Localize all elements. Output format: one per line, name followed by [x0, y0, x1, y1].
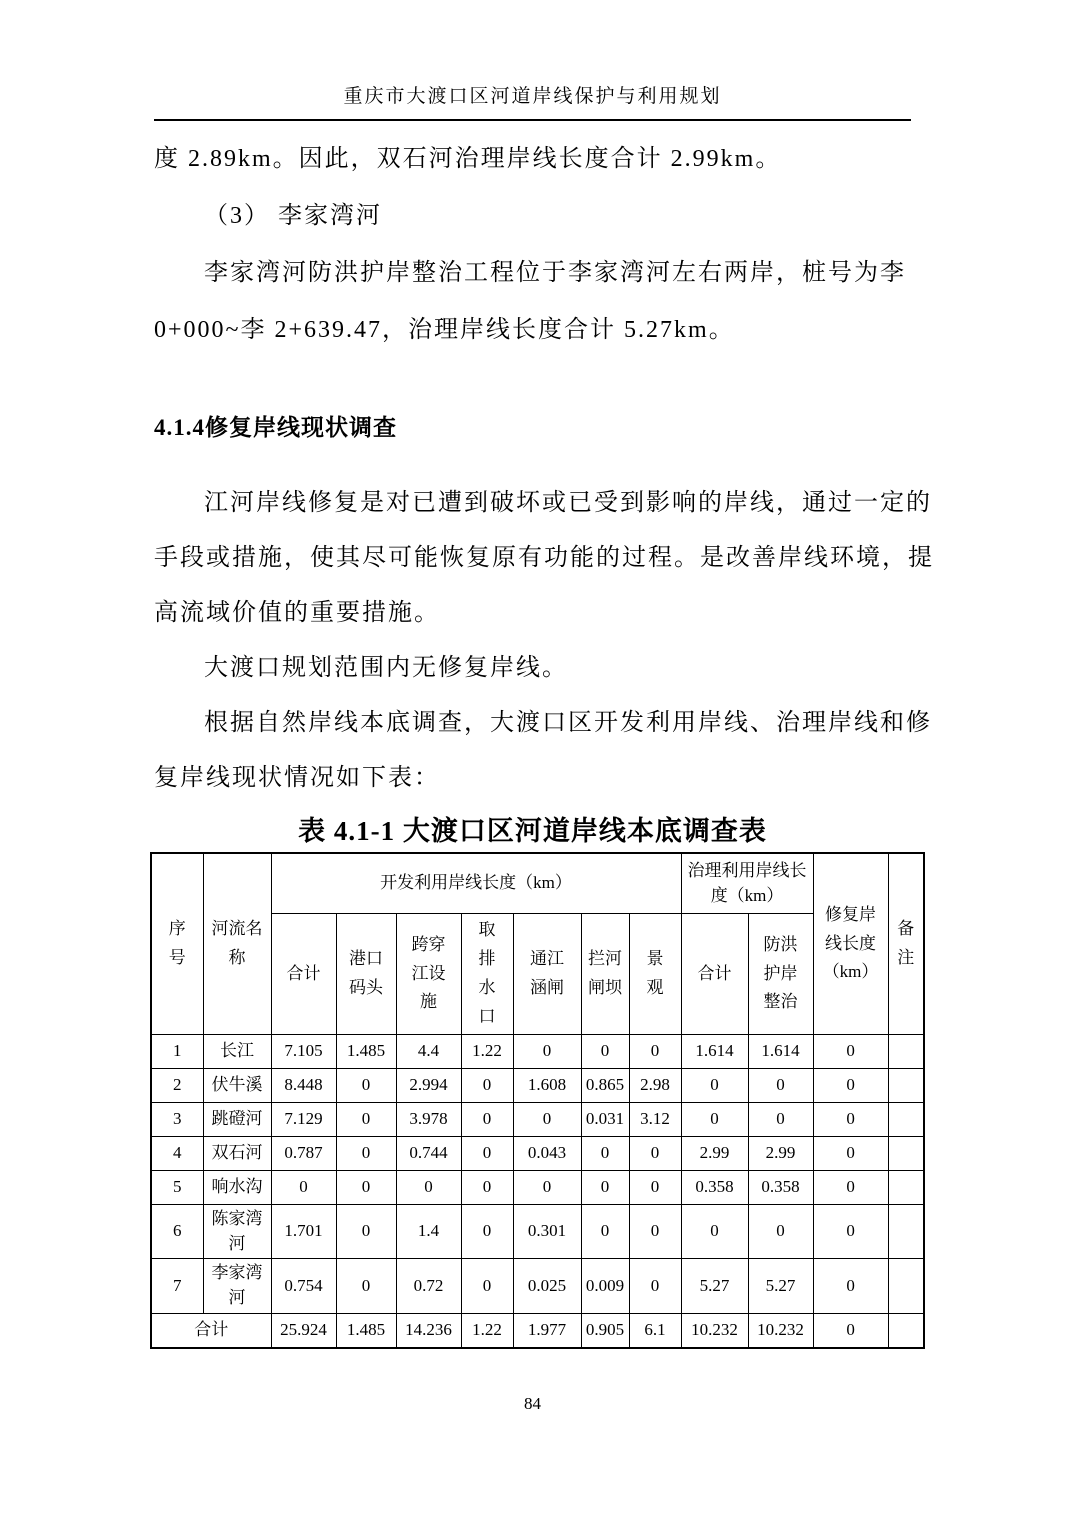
value-cell: 0 — [336, 1103, 396, 1137]
value-cell: 0 — [748, 1103, 813, 1137]
text-line: 根据自然岸线本底调查，大渡口区开发利用岸线、治理岸线和修 — [204, 710, 932, 736]
survey-table — [150, 852, 925, 1349]
text-line: 手段或措施，使其尽可能恢复原有功能的过程。是改善岸线环境，提 — [154, 545, 934, 571]
value-cell: 1.701 — [271, 1205, 336, 1259]
row-river-cell: 李家湾河 — [203, 1259, 271, 1313]
value-cell: 0.787 — [271, 1137, 336, 1171]
value-cell: 0 — [336, 1171, 396, 1205]
table-header-row-1 — [151, 853, 924, 914]
note-cell — [888, 1171, 924, 1205]
total-value-cell: 0.905 — [581, 1313, 629, 1348]
total-note-cell — [888, 1313, 924, 1348]
row-seq-cell: 4 — [151, 1137, 203, 1171]
table-total-row — [151, 1313, 924, 1348]
value-cell: 0.744 — [396, 1137, 461, 1171]
value-cell: 0 — [748, 1205, 813, 1259]
row-river-cell: 长江 — [203, 1035, 271, 1069]
th-dev-port-label: 港口码头 — [349, 949, 383, 997]
text-line: 度 2.89km。因此，双石河治理岸线长度合计 2.99km。 — [154, 146, 782, 172]
value-cell: 0.358 — [681, 1171, 748, 1205]
value-cell: 3.12 — [629, 1103, 681, 1137]
note-cell — [888, 1103, 924, 1137]
th-seq — [151, 853, 203, 1035]
th-gov-total: 合计 — [681, 914, 748, 1035]
value-cell: 0 — [813, 1259, 888, 1313]
total-value-cell: 1.22 — [461, 1313, 513, 1348]
row-seq-cell: 1 — [151, 1035, 203, 1069]
th-dev-crossing-label: 跨穿江设施 — [411, 934, 446, 1012]
table-row — [151, 1103, 924, 1137]
value-cell: 1.614 — [748, 1035, 813, 1069]
th-dev-landscape — [629, 914, 681, 1035]
th-dev-culvert-label: 通江涵闸 — [530, 949, 564, 997]
value-cell: 1.22 — [461, 1035, 513, 1069]
value-cell: 0 — [629, 1259, 681, 1313]
value-cell: 0 — [748, 1069, 813, 1103]
table-head — [151, 853, 924, 1035]
table-row — [151, 1259, 924, 1313]
row-seq-cell: 2 — [151, 1069, 203, 1103]
total-value-cell: 14.236 — [396, 1313, 461, 1348]
value-cell: 0 — [461, 1171, 513, 1205]
value-cell: 0 — [581, 1137, 629, 1171]
total-value-cell: 1.977 — [513, 1313, 581, 1348]
text-line: 0+000~李 2+639.47，治理岸线长度合计 5.27km。 — [154, 317, 735, 343]
note-cell — [888, 1069, 924, 1103]
th-dev-landscape-label: 景观 — [646, 949, 664, 997]
text-line: 复岸线现状情况如下表： — [154, 765, 440, 791]
section-paragraphs — [154, 476, 934, 806]
value-cell: 0 — [461, 1259, 513, 1313]
row-seq-cell: 7 — [151, 1259, 203, 1313]
th-group-governed: 治理利用岸线长度（km） — [681, 853, 813, 914]
value-cell: 0 — [629, 1205, 681, 1259]
total-value-cell: 6.1 — [629, 1313, 681, 1348]
paragraph — [154, 131, 911, 188]
running-header: 重庆市大渡口区河道岸线保护与利用规划 — [154, 84, 911, 121]
value-cell: 1.608 — [513, 1069, 581, 1103]
paragraph — [154, 641, 911, 696]
value-cell: 0 — [581, 1171, 629, 1205]
value-cell: 0 — [681, 1205, 748, 1259]
paragraph — [154, 245, 911, 359]
value-cell: 0 — [461, 1137, 513, 1171]
value-cell: 0 — [513, 1035, 581, 1069]
value-cell: 0.043 — [513, 1137, 581, 1171]
row-seq-cell: 6 — [151, 1205, 203, 1259]
total-value-cell: 25.924 — [271, 1313, 336, 1348]
page-content — [154, 84, 934, 1349]
text-line: 高流域价值的重要措施。 — [154, 600, 440, 626]
total-value-cell: 10.232 — [748, 1313, 813, 1348]
th-gov-flood — [748, 914, 813, 1035]
th-dev-culvert — [513, 914, 581, 1035]
row-seq-cell: 3 — [151, 1103, 203, 1137]
intro-paragraphs — [154, 131, 911, 359]
value-cell: 4.4 — [396, 1035, 461, 1069]
table-title: 表 4.1-1 大渡口区河道岸线本底调查表 — [298, 816, 767, 846]
row-river-cell: 伏牛溪 — [203, 1069, 271, 1103]
th-seq-label: 序号 — [168, 919, 186, 967]
value-cell: 0 — [461, 1103, 513, 1137]
value-cell: 0.009 — [581, 1259, 629, 1313]
paragraph — [154, 188, 911, 245]
note-cell — [888, 1137, 924, 1171]
value-cell: 0 — [813, 1171, 888, 1205]
value-cell: 0 — [271, 1171, 336, 1205]
value-cell: 0.865 — [581, 1069, 629, 1103]
value-cell: 0 — [461, 1069, 513, 1103]
table-row — [151, 1035, 924, 1069]
th-note — [888, 853, 924, 1035]
value-cell: 0 — [813, 1137, 888, 1171]
value-cell: 0 — [813, 1205, 888, 1259]
value-cell: 0 — [813, 1035, 888, 1069]
value-cell: 0.301 — [513, 1205, 581, 1259]
value-cell: 1.4 — [396, 1205, 461, 1259]
table-row — [151, 1137, 924, 1171]
th-gov-flood-label: 防洪护岸整治 — [763, 934, 798, 1012]
total-value-cell: 10.232 — [681, 1313, 748, 1348]
value-cell: 0 — [681, 1069, 748, 1103]
value-cell: 0 — [396, 1171, 461, 1205]
row-river-cell: 跳磴河 — [203, 1103, 271, 1137]
value-cell: 0 — [336, 1205, 396, 1259]
total-value-cell: 0 — [813, 1313, 888, 1348]
th-dev-intake — [461, 914, 513, 1035]
note-cell — [888, 1259, 924, 1313]
table-row — [151, 1205, 924, 1259]
table-row — [151, 1171, 924, 1205]
text-line: 李家湾河防洪护岸整治工程位于李家湾河左右两岸，桩号为李 — [204, 260, 906, 286]
row-river-cell: 陈家湾河 — [203, 1205, 271, 1259]
value-cell: 0 — [581, 1035, 629, 1069]
paragraph — [154, 696, 932, 806]
th-repair — [813, 853, 888, 1035]
value-cell: 0 — [581, 1205, 629, 1259]
row-seq-cell: 5 — [151, 1171, 203, 1205]
section-heading: 4.1.4修复岸线现状调查 — [154, 415, 397, 440]
value-cell: 0 — [336, 1137, 396, 1171]
value-cell: 0 — [513, 1171, 581, 1205]
value-cell: 0 — [629, 1035, 681, 1069]
table-row — [151, 1069, 924, 1103]
row-river-cell: 双石河 — [203, 1137, 271, 1171]
value-cell: 7.129 — [271, 1103, 336, 1137]
th-river-label: 河流名称 — [211, 919, 263, 967]
value-cell: 0.754 — [271, 1259, 336, 1313]
th-dev-total: 合计 — [271, 914, 336, 1035]
table-body — [151, 1035, 924, 1348]
paragraph — [154, 476, 934, 641]
th-repair-label: 修复岸线长度（km） — [822, 904, 879, 982]
value-cell: 0.358 — [748, 1171, 813, 1205]
value-cell: 7.105 — [271, 1035, 336, 1069]
value-cell: 5.27 — [681, 1259, 748, 1313]
value-cell: 2.98 — [629, 1069, 681, 1103]
total-value-cell: 1.485 — [336, 1313, 396, 1348]
th-dev-weir-label: 拦河闸坝 — [588, 949, 622, 997]
value-cell: 0 — [629, 1137, 681, 1171]
text-line: （3） 李家湾河 — [204, 203, 382, 229]
text-line: 江河岸线修复是对已遭到破坏或已受到影响的岸线，通过一定的 — [204, 490, 932, 516]
text-line: 大渡口规划范围内无修复岸线。 — [204, 655, 568, 681]
value-cell: 1.485 — [336, 1035, 396, 1069]
value-cell: 0 — [629, 1171, 681, 1205]
page-number: 84 — [524, 1394, 541, 1413]
value-cell: 0.72 — [396, 1259, 461, 1313]
th-note-label: 备注 — [897, 919, 915, 967]
value-cell: 3.978 — [396, 1103, 461, 1137]
value-cell: 2.99 — [748, 1137, 813, 1171]
value-cell: 5.27 — [748, 1259, 813, 1313]
th-river — [203, 853, 271, 1035]
value-cell: 0 — [513, 1103, 581, 1137]
value-cell: 0 — [336, 1069, 396, 1103]
th-dev-port — [336, 914, 396, 1035]
value-cell: 0.031 — [581, 1103, 629, 1137]
th-group-developed: 开发利用岸线长度（km） — [271, 853, 681, 914]
value-cell: 8.448 — [271, 1069, 336, 1103]
th-dev-crossing — [396, 914, 461, 1035]
note-cell — [888, 1205, 924, 1259]
value-cell: 0 — [461, 1205, 513, 1259]
th-dev-weir — [581, 914, 629, 1035]
value-cell: 1.614 — [681, 1035, 748, 1069]
value-cell: 0 — [336, 1259, 396, 1313]
value-cell: 2.99 — [681, 1137, 748, 1171]
value-cell: 0 — [813, 1103, 888, 1137]
value-cell: 0.025 — [513, 1259, 581, 1313]
value-cell: 0 — [813, 1069, 888, 1103]
value-cell: 2.994 — [396, 1069, 461, 1103]
value-cell: 0 — [681, 1103, 748, 1137]
th-dev-intake-label: 取排水口 — [478, 920, 496, 1026]
total-label-cell: 合计 — [151, 1313, 271, 1348]
row-river-cell: 响水沟 — [203, 1171, 271, 1205]
note-cell — [888, 1035, 924, 1069]
